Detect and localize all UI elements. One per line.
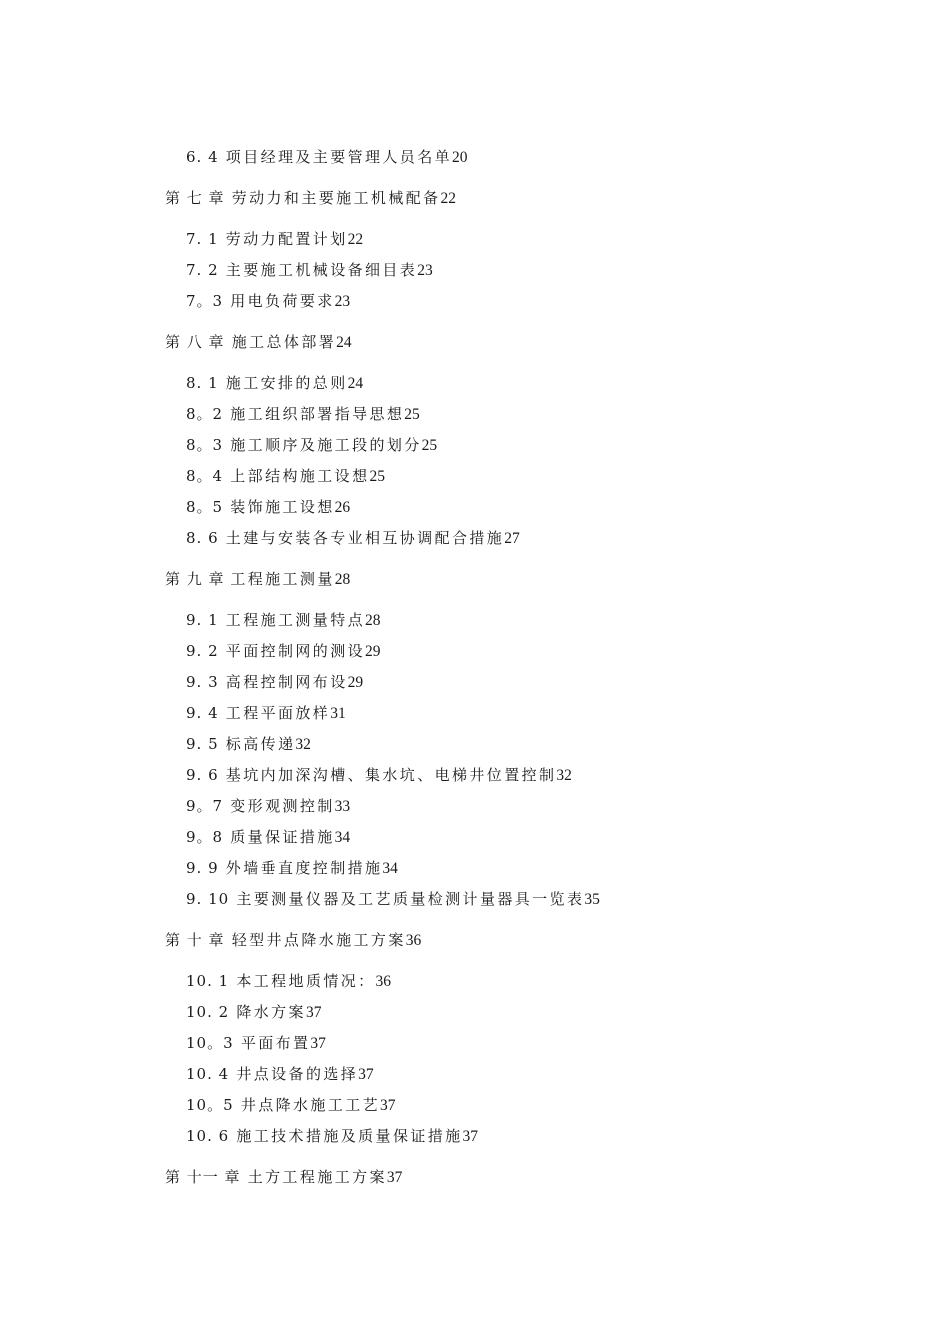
toc-title: 工程平面放样 (225, 704, 331, 722)
toc-number: 7. 1 (186, 230, 219, 248)
toc-page-number: 28 (365, 612, 381, 629)
toc-title: 施工安排的总则 (225, 374, 348, 392)
toc-number: 第 十一 章 (165, 1168, 241, 1186)
toc-title: 劳动力和主要施工机械配备 (231, 189, 441, 207)
toc-page-number: 37 (358, 1066, 374, 1083)
toc-number: 7。3 (186, 292, 224, 310)
toc-number: 8。2 (186, 405, 224, 423)
toc-title: 施工总体部署 (231, 333, 337, 351)
toc-page-number: 34 (334, 829, 351, 846)
toc-entry[interactable] (186, 641, 381, 662)
toc-title: 施工技术措施及质量保证措施 (236, 1127, 463, 1145)
toc-chapter[interactable] (165, 930, 421, 951)
toc-chapter[interactable] (165, 1167, 402, 1188)
toc-number: 第 七 章 (165, 189, 225, 207)
toc-page-number: 37 (310, 1035, 326, 1052)
toc-page-number: 28 (334, 571, 351, 588)
toc-page-number: 34 (382, 860, 398, 877)
toc-number: 10. 6 (186, 1127, 230, 1145)
toc-page-number: 37 (305, 1004, 322, 1021)
toc-entry[interactable] (186, 971, 391, 992)
toc-entry[interactable] (186, 147, 468, 168)
toc-page-number: 22 (347, 231, 364, 248)
toc-page-number: 29 (365, 643, 381, 660)
toc-page-number: 24 (336, 334, 352, 351)
toc-title: 基坑内加深沟槽、集水坑、电梯井位置控制 (225, 766, 557, 784)
toc-entry[interactable] (186, 1033, 326, 1054)
toc-entry[interactable] (186, 827, 350, 848)
toc-entry[interactable] (186, 703, 346, 724)
toc-number: 8。4 (186, 467, 224, 485)
toc-number: 7. 2 (186, 261, 219, 279)
toc-page-number: 37 (386, 1169, 403, 1186)
toc-number: 9. 4 (186, 704, 219, 722)
toc-title: 外墙垂直度控制措施 (225, 859, 383, 877)
toc-entry[interactable] (186, 229, 363, 250)
toc-page-number: 31 (330, 705, 346, 722)
toc-number: 第 九 章 (165, 570, 231, 588)
toc-entry[interactable] (186, 435, 437, 456)
toc-entry[interactable] (186, 291, 350, 312)
toc-title: 变形观测控制 (230, 797, 335, 815)
toc-title: 施工顺序及施工段的划分 (230, 436, 422, 454)
toc-title: 土建与安装各专业相互协调配合措施 (225, 529, 505, 547)
toc-title: 井点降水施工工艺 (240, 1096, 381, 1114)
toc-title: 劳动力配置计划 (225, 230, 348, 248)
toc-entry[interactable] (186, 373, 363, 394)
toc-page-number: 25 (369, 468, 385, 485)
toc-entry[interactable] (186, 497, 350, 518)
toc-page-number: 24 (347, 375, 364, 392)
toc-page-number: 32 (556, 767, 572, 784)
toc-entry[interactable] (186, 765, 572, 786)
toc-entry[interactable] (186, 1064, 374, 1085)
toc-number: 9。8 (186, 828, 224, 846)
toc-number: 9. 9 (186, 859, 219, 877)
toc-number: 10. 2 (186, 1003, 230, 1021)
toc-number: 第 八 章 (165, 333, 225, 351)
toc-number: 9。7 (186, 797, 224, 815)
toc-number: 8。3 (186, 436, 224, 454)
toc-title: 轻型井点降水施工方案 (231, 931, 406, 949)
toc-number: 6. 4 (186, 148, 219, 166)
toc-entry[interactable] (186, 796, 350, 817)
toc-page-number: 33 (334, 798, 351, 815)
toc-title: 标高传递 (225, 735, 296, 753)
toc-page-number: 35 (584, 891, 600, 908)
toc-number: 9. 2 (186, 642, 219, 660)
toc-title: 上部结构施工设想 (230, 467, 370, 485)
toc-entry[interactable] (186, 528, 520, 549)
toc-entry[interactable] (186, 1002, 321, 1023)
toc-title: 工程施工测量特点 (225, 611, 365, 629)
toc-chapter[interactable] (165, 569, 350, 590)
toc-page-number: 29 (347, 674, 364, 691)
toc-entry[interactable] (186, 858, 398, 879)
toc-title: 用电负荷要求 (230, 292, 335, 310)
toc-page-number: 37 (380, 1097, 396, 1114)
toc-number: 8. 1 (186, 374, 219, 392)
toc-title: 平面布置 (240, 1034, 311, 1052)
toc-page-number: 37 (462, 1128, 479, 1145)
toc-title: 工程施工测量 (230, 570, 335, 588)
toc-page-number: 36 (375, 973, 392, 990)
toc-entry[interactable] (186, 672, 363, 693)
toc-title: 质量保证措施 (230, 828, 335, 846)
toc-number: 8。5 (186, 498, 224, 516)
toc-number: 9. 5 (186, 735, 219, 753)
toc-entry[interactable] (186, 889, 600, 910)
toc-page-number: 25 (421, 437, 438, 454)
toc-title: 装饰施工设想 (230, 498, 335, 516)
toc-entry[interactable] (186, 734, 311, 755)
toc-number: 10。3 (186, 1034, 234, 1052)
toc-title: 施工组织部署指导思想 (230, 405, 405, 423)
toc-page-number: 36 (405, 932, 422, 949)
toc-entry[interactable] (186, 466, 385, 487)
toc-number: 9. 6 (186, 766, 219, 784)
toc-title: 土方工程施工方案 (247, 1168, 387, 1186)
toc-number: 9. 3 (186, 673, 219, 691)
toc-page-number: 32 (295, 736, 311, 753)
toc-number: 10. 4 (186, 1065, 230, 1083)
toc-page-number: 23 (334, 293, 351, 310)
toc-number: 10。5 (186, 1096, 234, 1114)
toc-title: 井点设备的选择 (236, 1065, 359, 1083)
toc-entry[interactable] (186, 260, 433, 281)
toc-title: 项目经理及主要管理人员名单 (225, 148, 452, 166)
toc-page-number: 23 (417, 262, 433, 279)
toc-entry[interactable] (186, 404, 420, 425)
toc-page-number: 25 (404, 406, 420, 423)
toc-title: 本工程地质情况： (236, 972, 376, 990)
toc-number: 8. 6 (186, 529, 219, 547)
toc-title: 降水方案 (236, 1003, 306, 1021)
toc-title: 主要测量仪器及工艺质量检测计量器具一览表 (236, 890, 585, 908)
toc-chapter[interactable] (165, 188, 456, 209)
toc-number: 9. 1 (186, 611, 219, 629)
toc-number: 10. 1 (186, 972, 230, 990)
toc-chapter[interactable] (165, 332, 352, 353)
toc-entry[interactable] (186, 1126, 478, 1147)
toc-title: 平面控制网的测设 (225, 642, 365, 660)
toc-entry[interactable] (186, 1095, 396, 1116)
toc-number: 第 十 章 (165, 931, 225, 949)
toc-page-number: 20 (452, 149, 468, 166)
toc-number: 9. 10 (186, 890, 230, 908)
toc-page-number: 26 (334, 499, 351, 516)
toc-page-number: 27 (504, 530, 520, 547)
toc-title: 高程控制网布设 (225, 673, 348, 691)
toc-title: 主要施工机械设备细目表 (225, 261, 418, 279)
toc-page-number: 22 (440, 190, 457, 207)
toc-entry[interactable] (186, 610, 381, 631)
